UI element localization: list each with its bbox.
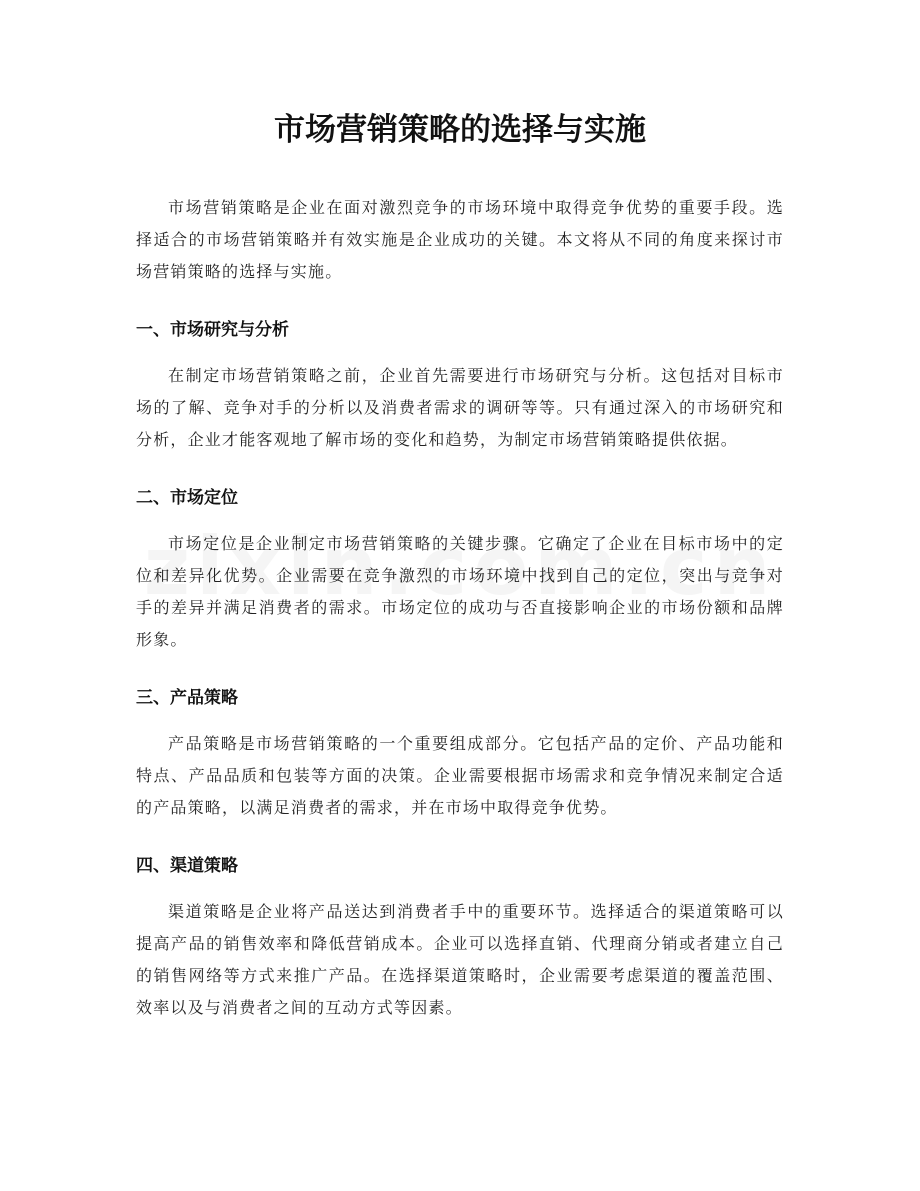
section-heading: 一、市场研究与分析 (136, 320, 289, 340)
section-market-research (136, 314, 784, 456)
section-paragraph: 在制定市场营销策略之前，企业首先需要进行市场研究与分析。这包括对目标市场的了解、竞争对手的分析以及消费者需求的调研等等。只有通过深入的市场研究和分析，企业才能客观地了解市场的变化和趋势，为制定市场营销策略提供依据。 (136, 366, 784, 449)
section-heading: 三、产品策略 (136, 688, 238, 708)
document-title: 市场营销策略的选择与实施 (274, 112, 646, 148)
intro-paragraph: 市场营销策略是企业在面对激烈竞争的市场环境中取得竞争优势的重要手段。选择适合的市场营销策略并有效实施是企业成功的关键。本文将从不同的角度来探讨市场营销策略的选择与实施。 (136, 198, 784, 281)
section-heading: 四、渠道策略 (136, 856, 238, 876)
section-product-strategy (136, 682, 784, 824)
section-channel-strategy (136, 850, 784, 1024)
section-paragraph: 渠道策略是企业将产品送达到消费者手中的重要环节。选择适合的渠道策略可以提高产品的销售效率和降低营销成本。企业可以选择直销、代理商分销或者建立自己的销售网络等方式来推广产品。在选择渠道策略时，企业需要考虑渠道的覆盖范围、效率以及与消费者之间的互动方式等因素。 (136, 902, 784, 1017)
section-market-positioning (136, 482, 784, 656)
section-paragraph: 产品策略是市场营销策略的一个重要组成部分。它包括产品的定价、产品功能和特点、产品品质和包装等方面的决策。企业需要根据市场需求和竞争情况来制定合适的产品策略，以满足消费者的需求，并在市场中取得竞争优势。 (136, 734, 784, 817)
section-paragraph: 市场定位是企业制定市场营销策略的关键步骤。它确定了企业在目标市场中的定位和差异化优势。企业需要在竞争激烈的市场环境中找到自己的定位，突出与竞争对手的差异并满足消费者的需求。市场定位的成功与否直接影响企业的市场份额和品牌形象。 (136, 534, 784, 649)
section-heading: 二、市场定位 (136, 488, 238, 508)
